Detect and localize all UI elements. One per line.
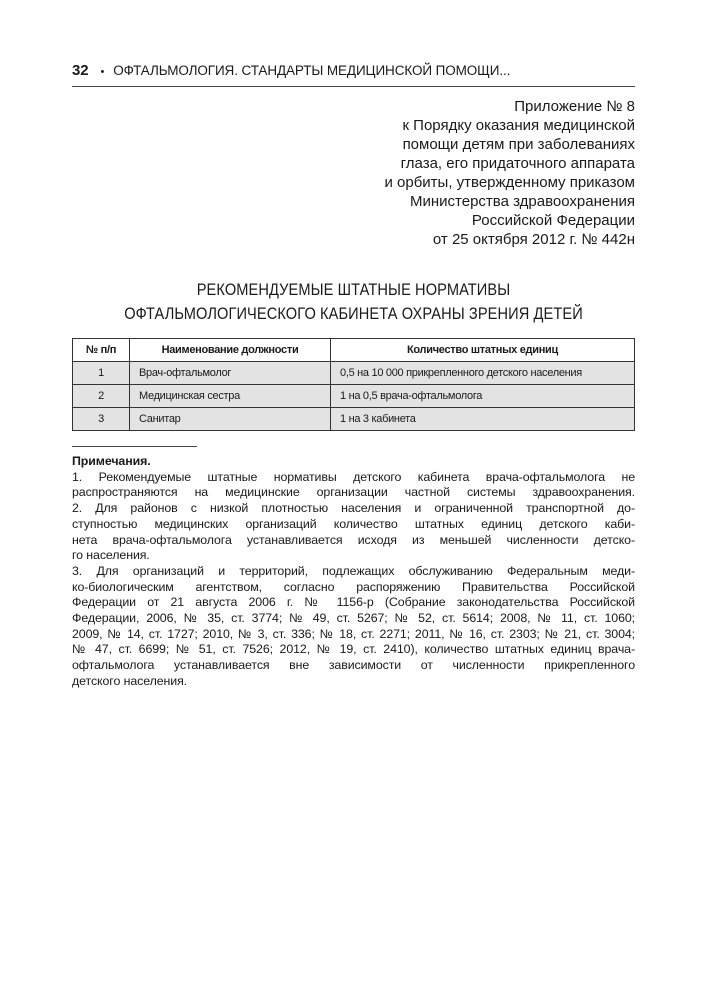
- running-title: ОФТАЛЬМОЛОГИЯ. СТАНДАРТЫ МЕДИЦИНСКОЙ ПОМОЩИ...: [113, 63, 511, 78]
- row-number-cell: 3: [73, 408, 130, 431]
- note-line: го населения.: [72, 548, 150, 563]
- appendix-line: и орбиты, утвержденному приказом: [384, 174, 635, 191]
- appendix-line: глаза, его придаточного аппарата: [400, 155, 635, 172]
- note-line: 2009, № 14, ст. 1727; 2010, № 3, ст. 336; № 18, ст. 2271; 2011, № 16, ст. 2303; № 21, ст. 3004;: [72, 626, 635, 641]
- position-cell: Медицинская сестра: [130, 385, 331, 408]
- column-header-units: Количество штатных единиц: [331, 339, 635, 362]
- units-cell: 0,5 на 10 000 прикрепленного детского населения: [331, 362, 635, 385]
- table-row: [73, 362, 635, 385]
- bullet-icon: •: [100, 66, 105, 78]
- appendix-reference: [315, 97, 635, 249]
- note-line: детского населения.: [72, 673, 188, 688]
- table-row: [73, 408, 635, 431]
- title-line: РЕКОМЕНДУЕМЫЕ ШТАТНЫЕ НОРМАТИВЫ: [196, 280, 511, 299]
- appendix-line: Министерства здравоохранения: [410, 193, 635, 210]
- row-number-cell: 1: [73, 362, 130, 385]
- units-cell: 1 на 0,5 врача-офтальмолога: [331, 385, 635, 408]
- note-line: ко-биологическим агентством, согласно распоряжению Правительства Российской: [72, 579, 635, 594]
- appendix-line: Приложение № 8: [514, 98, 635, 115]
- appendix-line: от 25 октября 2012 г. № 442н: [432, 231, 635, 248]
- header-divider: [72, 86, 635, 87]
- note-line: № 47, ст. 6699; № 51, ст. 7526; 2012, № 19, ст. 2410), количество штатных единиц врача-: [72, 642, 635, 657]
- page-number: 32: [72, 62, 89, 79]
- note-line: 1. Рекомендуемые штатные нормативы детского кабинета врача-офтальмолога не: [72, 469, 635, 484]
- table-row: [73, 385, 635, 408]
- note-line: офтальмолога устанавливается вне зависимости от численности прикрепленного: [72, 658, 635, 673]
- notes-divider: [72, 446, 197, 447]
- staffing-table: [72, 338, 635, 431]
- note-line: 3. Для организаций и территорий, подлежащих обслуживанию Федеральным меди-: [72, 563, 635, 578]
- note-line: Федерации, 2006, № 35, ст. 3774; № 49, ст. 5267; № 52, ст. 5614; 2008, № 11, ст. 1060;: [72, 611, 635, 626]
- position-cell: Санитар: [130, 408, 331, 431]
- running-header: [72, 62, 635, 79]
- appendix-line: Российской Федерации: [471, 212, 635, 229]
- row-number-cell: 2: [73, 385, 130, 408]
- units-cell: 1 на 3 кабинета: [331, 408, 635, 431]
- appendix-line: помощи детям при заболеваниях: [402, 136, 635, 153]
- notes-heading: Примечания.: [72, 454, 151, 468]
- note-line: распространяются на медицинские организации частной системы здравоохранения.: [72, 485, 635, 500]
- note-line: ступностью медицинских организаций количество штатных единиц детского каби-: [72, 516, 635, 531]
- notes-section: [72, 454, 635, 690]
- note-line: Федерации от 21 августа 2006 г. № 1156-р (Собрание законодательства Российской: [72, 595, 635, 610]
- note-line: нета врача-офтальмолога устанавливается исходя из меньшей численности детско-: [72, 532, 635, 547]
- title-line: ОФТАЛЬМОЛОГИЧЕСКОГО КАБИНЕТА ОХРАНЫ ЗРЕНИЯ ДЕТЕЙ: [124, 304, 583, 323]
- table-header-row: [73, 339, 635, 362]
- column-header-number: № п/п: [73, 339, 130, 362]
- position-cell: Врач-офтальмолог: [130, 362, 331, 385]
- document-title: [111, 278, 595, 326]
- column-header-position: Наименование должности: [130, 339, 331, 362]
- note-line: 2. Для районов с низкой плотностью населения и ограниченной транспортной до-: [72, 501, 635, 516]
- appendix-line: к Порядку оказания медицинской: [402, 117, 635, 134]
